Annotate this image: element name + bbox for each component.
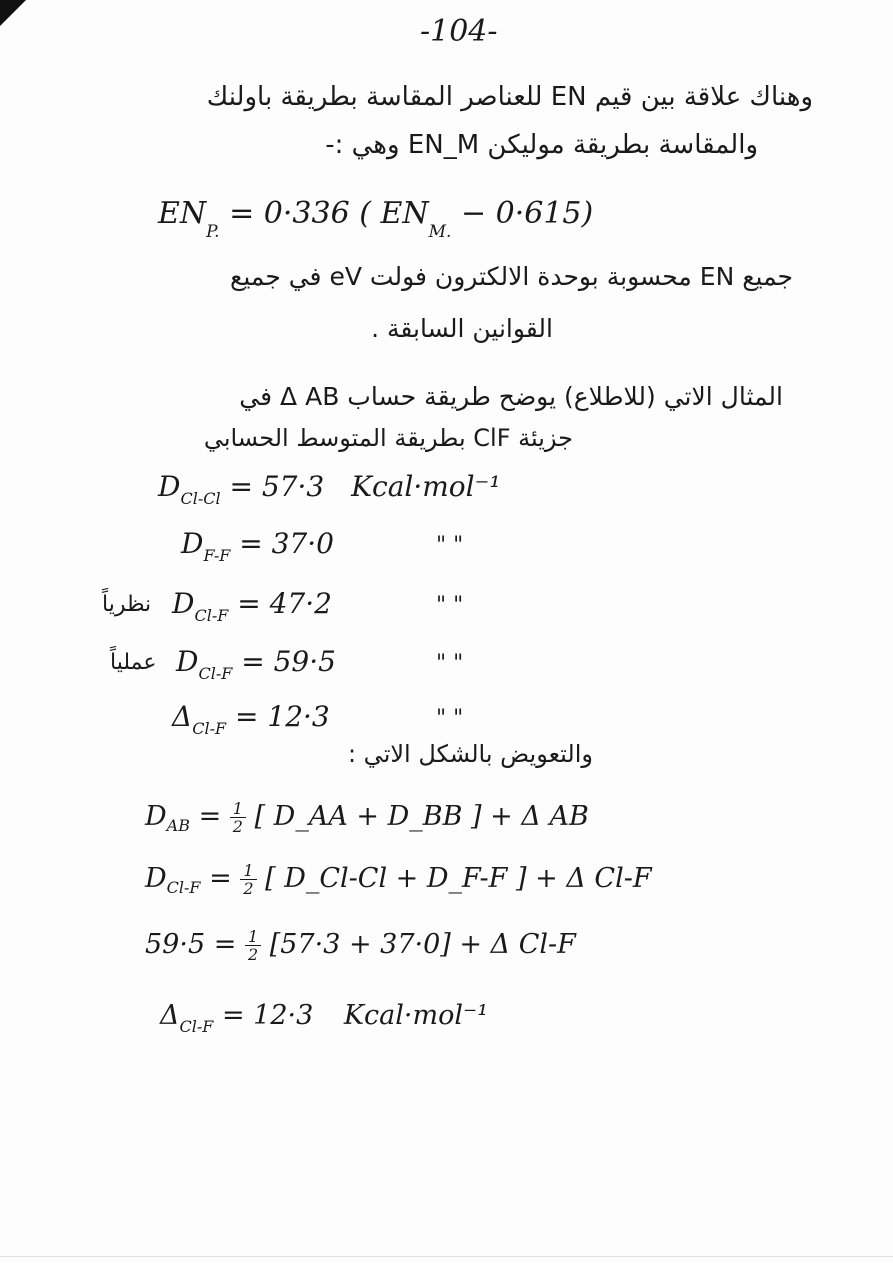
half-fraction: $\frac{1}{2}$ <box>245 928 261 963</box>
formula-lead-sub: Cl-F <box>166 878 201 897</box>
value-number: = 59·5 <box>241 645 336 678</box>
en-rhs-suffix: − 0·615) <box>460 196 594 231</box>
value-number: = 47·2 <box>237 587 332 620</box>
value-sub: Cl-Cl <box>180 489 221 508</box>
clf-formula <box>145 862 652 897</box>
value-symbol: D <box>181 527 204 560</box>
en-lhs: EN <box>158 196 207 231</box>
intro-line-2: والمقاسة بطريقة موليكن EN_M وهي :- <box>325 130 758 160</box>
result-value: = 12·3 <box>221 1000 314 1031</box>
value-row <box>172 587 332 625</box>
formula-bracket: [ D_Cl-Cl + D_F-F ] <box>265 863 527 894</box>
formula-lead: D <box>145 801 167 832</box>
half-fraction: $\frac{1}{2}$ <box>240 862 256 897</box>
value-sub: Cl-F <box>198 664 233 683</box>
formula-equals: = <box>213 929 237 960</box>
formula-equals: = <box>209 863 232 894</box>
ditto-mark: " " <box>436 533 464 558</box>
page-bottom-edge <box>0 1256 893 1257</box>
scan-corner-mark <box>0 0 26 26</box>
general-formula <box>145 800 589 835</box>
value-number: = 57·3 <box>229 470 325 503</box>
note-line-2: القوانين السابقة . <box>371 314 553 343</box>
value-number: = 37·0 <box>239 527 334 560</box>
intro-line-1: وهناك علاقة بين قيم EN للعناصر المقاسة بطريقة باولنك <box>206 82 813 112</box>
ditto-mark: " " <box>436 706 464 731</box>
formula-tail: + Δ Cl-F <box>535 863 652 894</box>
value-unit: Kcal·mol⁻¹ <box>351 470 501 503</box>
experimental-label: عملياً <box>110 650 157 675</box>
value-symbol: Δ <box>172 700 193 733</box>
en-rhs-sub: M. <box>428 222 452 242</box>
value-symbol: D <box>158 470 181 503</box>
formula-lead-sub: AB <box>166 816 190 835</box>
formula-tail: + Δ Cl-F <box>459 929 576 960</box>
en-lhs-sub: P. <box>206 222 220 242</box>
value-row <box>181 527 334 565</box>
ditto-mark: " " <box>436 593 464 618</box>
formula-tail: + Δ AB <box>490 801 589 832</box>
formula-equals: = <box>198 801 222 832</box>
value-number: = 12·3 <box>235 700 330 733</box>
page-number: -104- <box>420 14 498 49</box>
en-rhs-prefix: = 0·336 ( EN <box>229 196 429 231</box>
value-symbol: D <box>176 645 199 678</box>
half-fraction: $\frac{1}{2}$ <box>230 800 246 835</box>
value-sub: Cl-F <box>194 606 229 625</box>
ditto-mark: " " <box>436 651 464 676</box>
value-sub: F-F <box>203 546 231 565</box>
substitution-intro: والتعويض بالشكل الاتي : <box>347 740 593 768</box>
value-sub: Cl-F <box>192 719 227 738</box>
example-intro-line-2: جزيئة ClF بطريقة المتوسط الحسابي <box>203 424 573 452</box>
formula-bracket: [57·3 + 37·0] <box>269 929 451 960</box>
formula-lead: 59·5 <box>145 929 206 960</box>
formula-lead: D <box>145 863 167 894</box>
result-symbol: Δ <box>160 1000 180 1031</box>
en-relation-equation <box>158 196 594 242</box>
numeric-formula <box>145 928 576 963</box>
formula-bracket: [ D_AA + D_BB ] <box>254 801 482 832</box>
value-symbol: D <box>172 587 195 620</box>
result-sub: Cl-F <box>179 1017 214 1036</box>
result-unit: Kcal·mol⁻¹ <box>343 1000 489 1031</box>
note-line-1: جميع EN محسوبة بوحدة الالكترون فولت eV في جميع <box>230 262 793 291</box>
value-row <box>158 470 501 508</box>
value-row <box>176 645 336 683</box>
example-intro-line-1: المثال الاتي (للاطلاع) يوضح طريقة حساب Δ AB في <box>239 382 783 411</box>
result-line <box>160 1000 489 1036</box>
theoretical-label: نظرياً <box>102 592 152 617</box>
value-row <box>172 700 330 738</box>
